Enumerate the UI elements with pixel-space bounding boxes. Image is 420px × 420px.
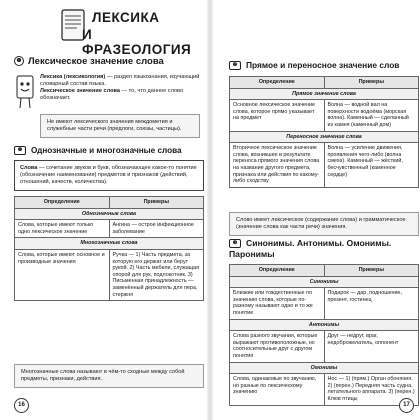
lexical-meaning-term: Лексическое значение слова [40, 88, 120, 94]
section-number-badge: ❶ [14, 56, 24, 66]
right-section-title: Прямое и переносное значение слов [246, 60, 400, 70]
note-grammatical-text: Слово имеет лексическое (содержание слова) и грамматическое (значение слова как части речи) значения. [236, 217, 406, 230]
left-page [0, 0, 205, 420]
table-header-examples: Примеры [324, 265, 419, 277]
book-gutter [207, 0, 213, 420]
table-cell: Слова разного звучания, которые выражают противоположные, но соотносительные друг с другом понятия [230, 331, 325, 362]
note-interjections-text: Не имеют лексического значения междометия и служебные части речи (предлоги, союзы, частицы). [47, 119, 182, 132]
table-group-multi: Многозначные слова [15, 238, 204, 250]
note-grammatical [229, 212, 419, 236]
table-header-examples: Примеры [324, 77, 419, 89]
lexicon-definition-text: — раздел языкознания, изучающий словарный состав языка. [40, 74, 200, 87]
page-number-right: 17 [399, 398, 414, 413]
lexical-meaning-text: — то, что данное слово обозначает. [40, 88, 184, 101]
table-row [15, 220, 204, 238]
table-cell: Вторичное лексическое значение слова, возникшее в результате переноса прямого значения слова на название другого предмета, признака или действия по какому-либо сходству [230, 143, 325, 188]
table-group-figurative: Переносное значение слова [230, 131, 419, 143]
table-cell: Слова, которые имеют основное и производные значения [15, 249, 110, 300]
subsection-title: Однозначные и многозначные слова [31, 146, 182, 155]
table-cell: Близкие или тождественные по значению слова, которые по-разному называют одно и то же понятие [230, 288, 325, 319]
chapter-header [60, 6, 200, 62]
table-row [230, 374, 419, 405]
direct-figurative-table [229, 76, 419, 188]
table-cell: Волна — усиление движения, проявления чего-либо (волна смеха). Каменный — жёсткий, бесчувственный (каменное сердце) [324, 143, 419, 188]
table-group-synonyms: Синонимы [230, 276, 419, 288]
table-group-homonyms: Омонимы [230, 362, 419, 374]
subsection-heading [14, 146, 204, 155]
note-polysemy [14, 364, 204, 388]
table-cell: Ручка — 1) Часть предмета, за которую его держат или берут рукой. 2) Часть мебели, служащая опорой для рук, подлокотник. 3) Письменная принадлежность — заменённый держатель для пера, стержня [109, 249, 204, 300]
lexicon-term: Лексика (лексикология) [40, 74, 106, 80]
subsection-badge: ❶ [14, 146, 26, 155]
lexicon-definition [40, 74, 200, 102]
table-cell: Подарок — дар, подношение, презент, гостинец [324, 288, 419, 319]
table-header-examples: Примеры [109, 197, 204, 209]
table-group-direct: Прямое значение слова [230, 88, 419, 100]
table-header-definition: Определение [230, 265, 325, 277]
table-cell: Основное лексическое значение слова, которое прямо указывает на предмет [230, 100, 325, 131]
table-group-single: Однозначные слова [15, 208, 204, 220]
table-header-definition: Определение [15, 197, 110, 209]
meaning-table [14, 196, 204, 301]
synonyms-badge: ❸ [229, 239, 241, 248]
table-row [230, 100, 419, 131]
table-cell: Слова, одинаковые по звучанию, но разные по лексическому значению [230, 374, 325, 405]
table-row [230, 288, 419, 319]
table-cell: Волна — водной вал на поверхности водоёма (морская волна). Каменный — сделанный из камня (каменный дом) [324, 100, 419, 131]
direct-figurative-table-wrap [229, 76, 419, 188]
section-title: Лексическое значение слова [28, 56, 164, 67]
table-row [230, 331, 419, 362]
table-cell: Ангина — острое инфекционное заболевание [109, 220, 204, 238]
book-mascot-icon [14, 74, 36, 114]
table-row [230, 143, 419, 188]
table-cell: Слова, которые имеют только одно лексическое значение [15, 220, 110, 238]
words-term: Слова [20, 165, 38, 171]
meaning-table-wrap [14, 196, 204, 301]
table-cell: Нос — 1) (прям.) Орган обоняния. 2) (перен.) Передняя часть судна, летательного аппарата. 3) (перен.) Клюв птицы [324, 374, 419, 405]
synonyms-title: Синонимы. Антонимы. Омонимы. Паронимы [229, 238, 392, 259]
section-heading [14, 56, 204, 67]
right-section-heading [229, 60, 419, 70]
note-polysemy-text: Многозначные слова называют в чём-то сходные между собой предметы, признаки, действия. [21, 369, 185, 382]
synonyms-table-wrap [229, 264, 419, 406]
right-page [215, 0, 420, 420]
words-definition-box [14, 160, 204, 191]
chapter-title-line1: ЛЕКСИКА [92, 10, 160, 25]
page-number-left: 16 [14, 398, 29, 413]
table-row [15, 249, 204, 300]
synonyms-heading [229, 238, 419, 260]
chapter-title-line2: И ФРАЗЕОЛОГИЯ [82, 27, 192, 57]
words-definition-text: — сочетание звуков и букв, обозначающее какое-то понятие (обозначение наименования) предметов и признаков (действий, отношений, качеств, количества). [20, 165, 197, 185]
synonyms-table [229, 264, 419, 406]
table-cell: Друг — недруг, враг, недоброжелатель, оппонент [324, 331, 419, 362]
table-header-definition: Определение [230, 77, 325, 89]
right-section-badge: ❷ [229, 61, 241, 70]
table-group-antonyms: Антонимы [230, 319, 419, 331]
note-interjections [40, 114, 200, 138]
